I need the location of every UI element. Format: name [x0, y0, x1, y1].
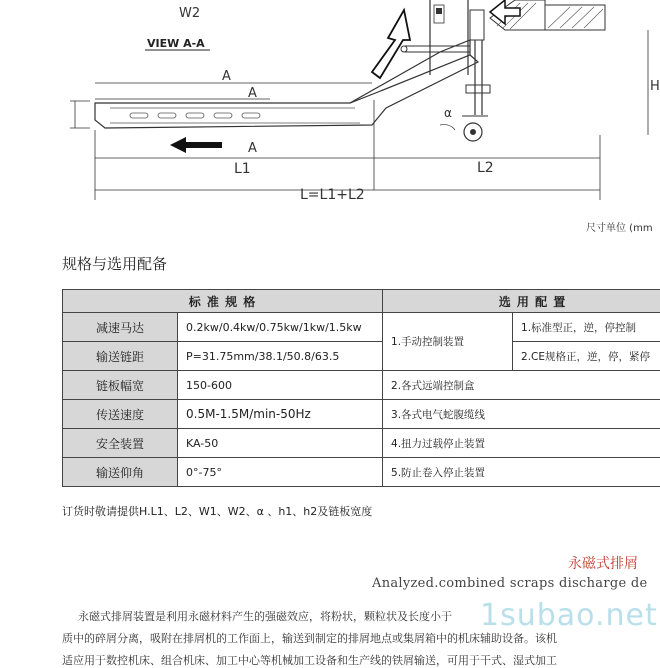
dim-a-mid: A [248, 86, 257, 101]
option-cable: 3.各式电气蛇腹缆线 [383, 400, 660, 429]
h-label: H [650, 79, 660, 94]
header-options: 选 用 配 置 [383, 290, 660, 313]
row-value: 0.2kw/0.4kw/0.75kw/1kw/1.5kw [178, 313, 383, 342]
option-sub-ce: 2.CE规格正，逆，停，紧停 [513, 342, 660, 371]
section-title: 规格与选用配备 [62, 253, 167, 274]
dim-a-bottom: A [248, 141, 257, 156]
l2-label: L2 [477, 160, 494, 176]
option-torque-stop: 4.扭力过载停止装置 [383, 429, 660, 458]
row-label: 输送仰角 [63, 458, 178, 487]
unit-label: 尺寸单位 (mm [586, 221, 653, 234]
body-line-2: 质中的碎屑分离，吸附在排屑机的工作面上，输送到制定的排屑地点或集屑箱中的机床辅助设备。该机 [62, 630, 660, 646]
row-label: 链板幅宽 [63, 371, 178, 400]
row-value: 150-600 [178, 371, 383, 400]
table-row [63, 429, 660, 458]
option-sub-standard: 1.标准型正，逆，停控制 [513, 313, 660, 342]
l1-label: L1 [234, 161, 251, 177]
row-value: P=31.75mm/38.1/50.8/63.5 [178, 342, 383, 371]
body-line-3: 适应用于数控机床、组合机床、加工中心等机械加工设备和生产线的铁屑输送，可用于干式、湿式加工 [62, 652, 660, 668]
w2-label: W2 [179, 6, 200, 21]
row-label: 输送链距 [63, 342, 178, 371]
table-header-row [63, 290, 660, 313]
table-row [63, 342, 660, 371]
row-value: 0°-75° [178, 458, 383, 487]
row-label: 传送速度 [63, 400, 178, 429]
dim-a-top: A [222, 69, 231, 84]
product-title: 永磁式排屑 [568, 553, 638, 573]
row-label: 安全装置 [63, 429, 178, 458]
table-row [63, 371, 660, 400]
body-line-1: 永磁式排屑装置是利用永磁材料产生的强磁效应，将粉状，颗粒状及长度小于 [78, 608, 660, 624]
product-subtitle: Analyzed.combined scraps discharge de [372, 576, 648, 591]
row-label: 减速马达 [63, 313, 178, 342]
alpha-label: α [444, 106, 452, 120]
row-value: KA-50 [178, 429, 383, 458]
table-row [63, 400, 660, 429]
watermark-logo: 1subao.net [480, 598, 658, 633]
table-row [63, 313, 660, 342]
view-label: VIEW A-A [147, 37, 205, 50]
row-value: 0.5M-1.5M/min-50Hz [178, 400, 383, 429]
table-row [63, 458, 660, 487]
l-total-label: L=L1+L2 [300, 187, 365, 203]
spec-table [62, 289, 660, 487]
option-anti-entrap: 5.防止卷入停止装置 [383, 458, 660, 487]
conveyor-technical-drawing [0, 0, 660, 240]
order-note: 订货时敬请提供H.L1、L2、W1、W2、α 、h1、h2及链板宽度 [62, 503, 372, 519]
option-manual-control: 1.手动控制装置 [383, 313, 513, 371]
option-remote-box: 2.各式远端控制盒 [383, 371, 660, 400]
header-standard: 标 准 规 格 [63, 290, 383, 313]
